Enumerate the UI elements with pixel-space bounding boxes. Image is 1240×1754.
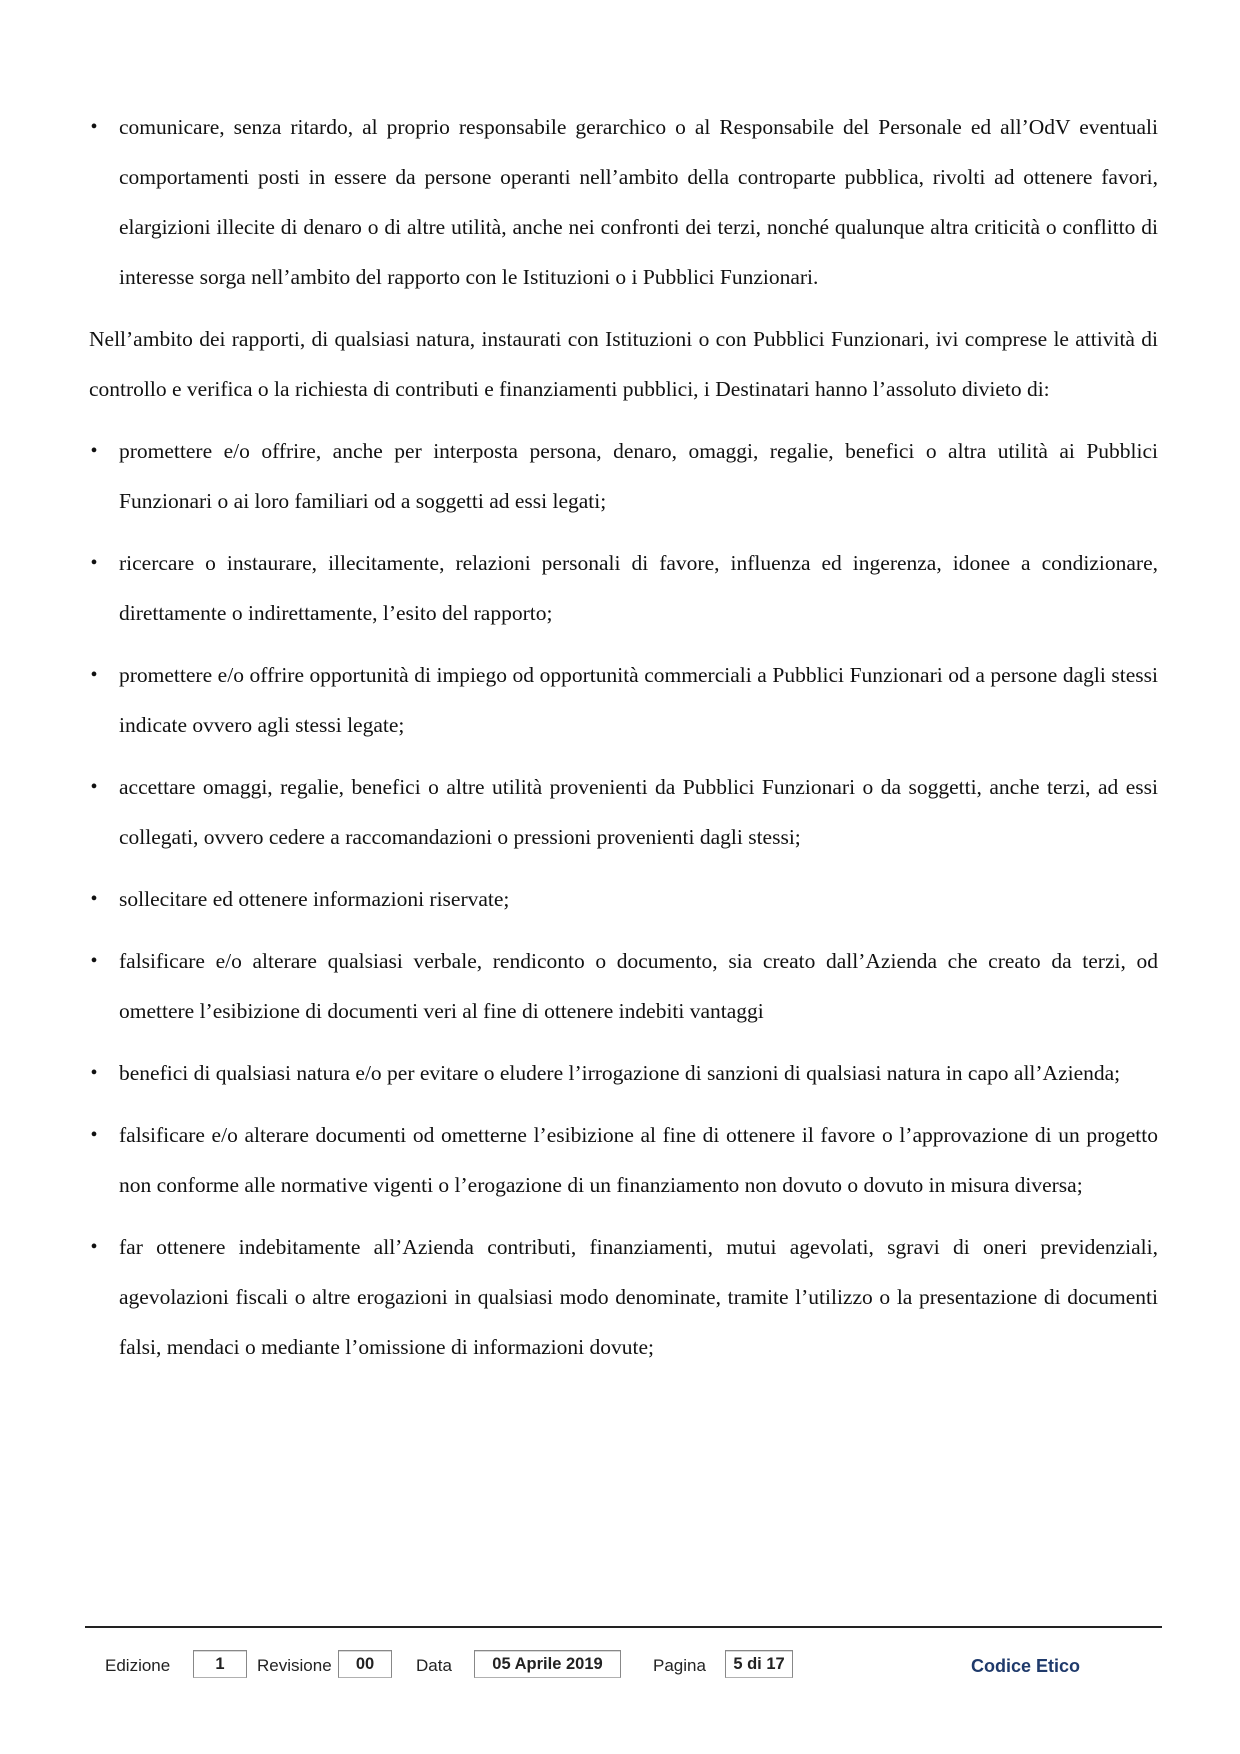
bullet-icon: •: [90, 1124, 98, 1146]
bullet-item: [89, 1222, 1158, 1372]
bullet-text: ricercare o instaurare, illecitamente, relazioni personali di favore, influenza ed ingerenza, idonee a condizionare, direttamente o indirettamente, l’esito del rapporto;: [119, 551, 1158, 625]
bullet-text: sollecitare ed ottenere informazioni riservate;: [119, 887, 510, 911]
bullet-icon: •: [90, 552, 98, 574]
bullet-item: [89, 936, 1158, 1036]
revisione-value: 00: [338, 1650, 392, 1678]
bullet-text: comunicare, senza ritardo, al proprio responsabile gerarchico o al Responsabile del Personale ed all’OdV eventuali comportamenti posti in essere da persone operanti nell’ambito della controparte pubblica, rivolti ad ottenere favori, elargizioni illecite di denaro o di altre utilità, anche nei confronti dei terzi, nonché qualunque altra criticità o conflitto di interesse sorga nell’ambito del rapporto con le Istituzioni o i Pubblici Funzionari.: [119, 115, 1158, 289]
bullet-item: [89, 1110, 1158, 1210]
bullet-icon: •: [90, 888, 98, 910]
bullet-icon: •: [90, 1236, 98, 1258]
intro-paragraph: [89, 314, 1158, 414]
bullet-icon: •: [90, 440, 98, 462]
bullet-text: falsificare e/o alterare documenti od ometterne l’esibizione al fine di ottenere il favore o l’approvazione di un progetto non conforme alle normative vigenti o l’erogazione di un finanziamento non dovuto o dovuto in misura diversa;: [119, 1123, 1158, 1197]
bullet-icon: •: [90, 1062, 98, 1084]
edizione-label: Edizione: [105, 1656, 171, 1675]
paragraph-text: Nell’ambito dei rapporti, di qualsiasi natura, instaurati con Istituzioni o con Pubblici Funzionari, ivi comprese le attività di controllo e verifica o la richiesta di contributi e finanziamenti pubblici, i Destinatari hanno l’assoluto divieto di:: [89, 327, 1158, 401]
bullet-text: benefici di qualsiasi natura e/o per evitare o eludere l’irrogazione di sanzioni di qualsiasi natura in capo all’Azienda;: [119, 1061, 1121, 1085]
bullet-text: accettare omaggi, regalie, benefici o altre utilità provenienti da Pubblici Funzionari o da soggetti, anche terzi, ad essi collegati, ovvero cedere a raccomandazioni o pressioni provenienti dagli stessi;: [119, 775, 1158, 849]
body-text: [89, 102, 1158, 1384]
bullet-item: [89, 650, 1158, 750]
bullet-text: falsificare e/o alterare qualsiasi verbale, rendiconto o documento, sia creato dall’Azienda che creato da terzi, od omettere l’esibizione di documenti veri al fine di ottenere indebiti vantaggi: [119, 949, 1158, 1023]
bullet-icon: •: [90, 664, 98, 686]
bullet-item: [89, 762, 1158, 862]
data-label: Data: [416, 1656, 452, 1675]
bullet-text: far ottenere indebitamente all’Azienda contributi, finanziamenti, mutui agevolati, sgravi di oneri previdenziali, agevolazioni fiscali o altre erogazioni in qualsiasi modo denominate, tramite l’utilizzo o la presentazione di documenti falsi, mendaci o mediante l’omissione di informazioni dovute;: [119, 1235, 1158, 1359]
bullet-icon: •: [90, 950, 98, 972]
document-title: Codice Etico: [971, 1656, 1081, 1676]
bullet-text: promettere e/o offrire opportunità di impiego od opportunità commerciali a Pubblici Funzionari od a persone dagli stessi indicate ovvero agli stessi legate;: [119, 663, 1158, 737]
bullet-item: [89, 538, 1158, 638]
bullet-item: [89, 1048, 1158, 1098]
bullet-item: [89, 874, 1158, 924]
bullet-item: [89, 102, 1158, 302]
bullet-text: promettere e/o offrire, anche per interposta persona, denaro, omaggi, regalie, benefici o altra utilità ai Pubblici Funzionari o ai loro familiari od a soggetti ad essi legati;: [119, 439, 1158, 513]
bullet-icon: •: [90, 776, 98, 798]
footer-divider: [85, 1626, 1162, 1628]
revisione-label: Revisione: [257, 1656, 332, 1675]
data-value: 05 Aprile 2019: [474, 1650, 621, 1678]
pagina-label: Pagina: [653, 1656, 706, 1675]
edizione-value: 1: [193, 1650, 247, 1678]
page-footer: [85, 1646, 1162, 1686]
pagina-value: 5 di 17: [725, 1650, 793, 1678]
bullet-icon: •: [90, 116, 98, 138]
bullet-item: [89, 426, 1158, 526]
